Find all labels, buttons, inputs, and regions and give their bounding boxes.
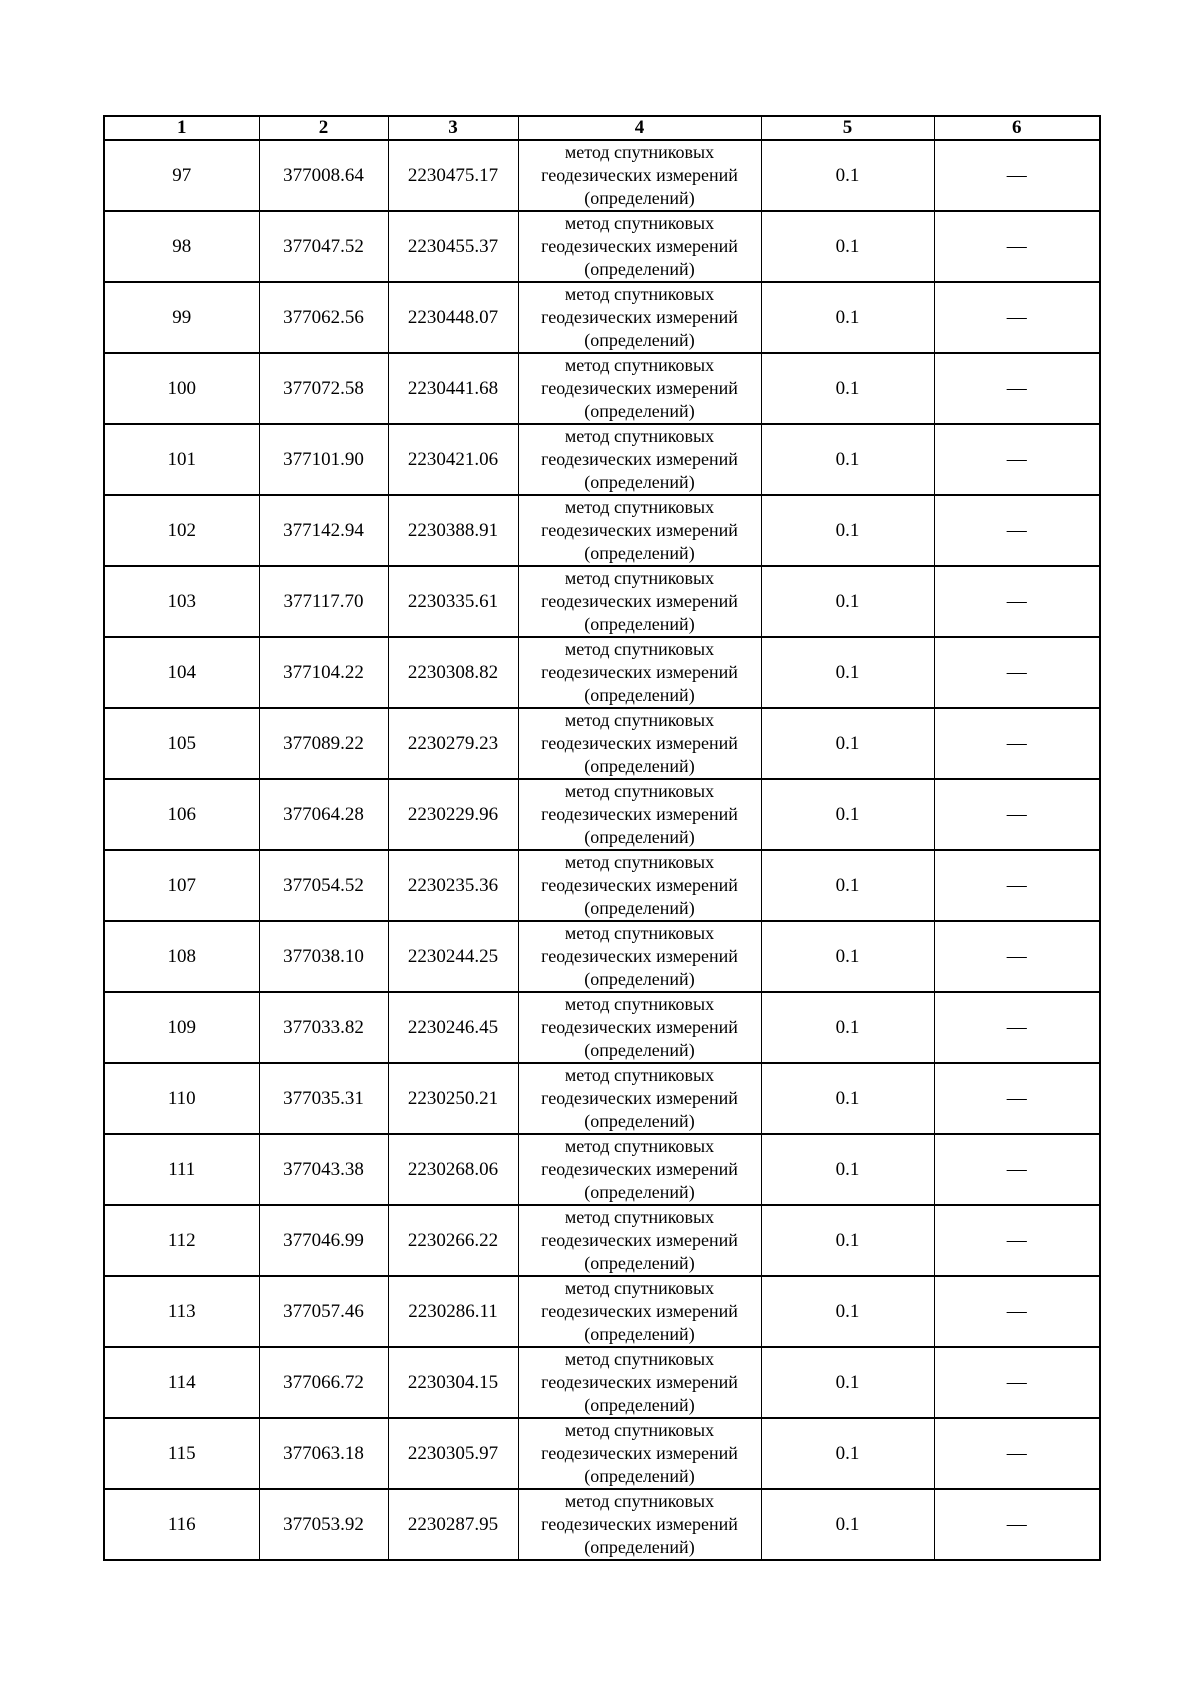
method-cell — [518, 1063, 761, 1134]
coordinate-y-cell: 2230229.96 — [388, 779, 518, 850]
accuracy-cell: 0.1 — [761, 566, 934, 637]
method-cell — [518, 495, 761, 566]
method-line: метод спутниковых — [564, 355, 715, 375]
point-number-cell: 105 — [104, 708, 259, 779]
note-cell — [934, 992, 1100, 1063]
accuracy-cell: 0.1 — [761, 1489, 934, 1560]
point-number-cell: 106 — [104, 779, 259, 850]
coordinate-y-cell: 2230268.06 — [388, 1134, 518, 1205]
method-line: метод спутниковых — [564, 710, 715, 730]
coordinate-y-cell: 2230305.97 — [388, 1418, 518, 1489]
method-line: (определений) — [584, 756, 695, 776]
coordinate-y-cell: 2230475.17 — [388, 140, 518, 211]
method-line: геодезических измерений — [541, 875, 738, 895]
method-cell — [518, 1347, 761, 1418]
method-line: геодезических измерений — [541, 1230, 738, 1250]
method-cell — [518, 282, 761, 353]
method-line: геодезических измерений — [541, 1514, 738, 1534]
point-number-cell: 97 — [104, 140, 259, 211]
method-line: геодезических измерений — [541, 1443, 738, 1463]
method-cell — [518, 1205, 761, 1276]
table-row — [104, 1205, 1100, 1276]
coordinate-y-cell: 2230448.07 — [388, 282, 518, 353]
coordinate-x-cell: 377035.31 — [259, 1063, 388, 1134]
method-line: геодезических измерений — [541, 804, 738, 824]
note-cell — [934, 211, 1100, 282]
method-cell — [518, 424, 761, 495]
coordinate-x-cell: 377066.72 — [259, 1347, 388, 1418]
coordinate-x-cell: 377089.22 — [259, 708, 388, 779]
method-line: (определений) — [584, 1466, 695, 1486]
table-row — [104, 1063, 1100, 1134]
accuracy-cell: 0.1 — [761, 779, 934, 850]
method-line: (определений) — [584, 1324, 695, 1344]
table-row — [104, 1418, 1100, 1489]
point-number-cell: 115 — [104, 1418, 259, 1489]
accuracy-cell: 0.1 — [761, 424, 934, 495]
table-row — [104, 495, 1100, 566]
coordinate-x-cell: 377053.92 — [259, 1489, 388, 1560]
method-cell — [518, 1489, 761, 1560]
point-number-cell: 103 — [104, 566, 259, 637]
note-cell — [934, 140, 1100, 211]
coordinate-y-cell: 2230235.36 — [388, 850, 518, 921]
coordinate-x-cell: 377033.82 — [259, 992, 388, 1063]
method-line: (определений) — [584, 614, 695, 634]
coordinate-x-cell: 377063.18 — [259, 1418, 388, 1489]
method-cell — [518, 1276, 761, 1347]
table-row — [104, 282, 1100, 353]
coordinate-y-cell: 2230421.06 — [388, 424, 518, 495]
table-row — [104, 211, 1100, 282]
method-cell — [518, 353, 761, 424]
coordinate-x-cell: 377101.90 — [259, 424, 388, 495]
table-body — [104, 140, 1100, 1560]
method-line: геодезических измерений — [541, 662, 738, 682]
point-number-cell: 111 — [104, 1134, 259, 1205]
coordinate-y-cell: 2230308.82 — [388, 637, 518, 708]
point-number-cell: 110 — [104, 1063, 259, 1134]
method-line: метод спутниковых — [564, 142, 715, 162]
dash-mark: — — [1006, 519, 1027, 541]
dash-mark: — — [1006, 235, 1027, 257]
accuracy-cell: 0.1 — [761, 637, 934, 708]
method-line: геодезических измерений — [541, 378, 738, 398]
table-row — [104, 779, 1100, 850]
coordinate-y-cell: 2230250.21 — [388, 1063, 518, 1134]
method-line: метод спутниковых — [564, 213, 715, 233]
dash-mark: — — [1006, 1229, 1027, 1251]
method-line: (определений) — [584, 188, 695, 208]
coordinate-x-cell: 377057.46 — [259, 1276, 388, 1347]
coordinate-y-cell: 2230304.15 — [388, 1347, 518, 1418]
header-col-6: 6 — [934, 116, 1100, 140]
method-line: (определений) — [584, 330, 695, 350]
note-cell — [934, 1205, 1100, 1276]
header-col-1: 1 — [104, 116, 259, 140]
point-number-cell: 101 — [104, 424, 259, 495]
dash-mark: — — [1006, 1087, 1027, 1109]
accuracy-cell: 0.1 — [761, 850, 934, 921]
table-row — [104, 1134, 1100, 1205]
method-line: геодезических измерений — [541, 591, 738, 611]
method-cell — [518, 211, 761, 282]
note-cell — [934, 637, 1100, 708]
coordinate-y-cell: 2230287.95 — [388, 1489, 518, 1560]
method-line: (определений) — [584, 472, 695, 492]
method-line: метод спутниковых — [564, 1420, 715, 1440]
coordinate-y-cell: 2230455.37 — [388, 211, 518, 282]
point-number-cell: 102 — [104, 495, 259, 566]
method-line: геодезических измерений — [541, 946, 738, 966]
coordinate-x-cell: 377117.70 — [259, 566, 388, 637]
coordinate-x-cell: 377142.94 — [259, 495, 388, 566]
method-cell — [518, 637, 761, 708]
method-line: метод спутниковых — [564, 923, 715, 943]
method-cell — [518, 850, 761, 921]
header-row — [104, 116, 1100, 140]
coordinate-y-cell: 2230279.23 — [388, 708, 518, 779]
note-cell — [934, 353, 1100, 424]
accuracy-cell: 0.1 — [761, 1418, 934, 1489]
method-line: метод спутниковых — [564, 1349, 715, 1369]
accuracy-cell: 0.1 — [761, 708, 934, 779]
point-number-cell: 99 — [104, 282, 259, 353]
note-cell — [934, 1276, 1100, 1347]
method-line: (определений) — [584, 543, 695, 563]
table-row — [104, 353, 1100, 424]
table-header — [104, 116, 1100, 140]
method-line: (определений) — [584, 1253, 695, 1273]
point-number-cell: 104 — [104, 637, 259, 708]
header-col-5: 5 — [761, 116, 934, 140]
point-number-cell: 98 — [104, 211, 259, 282]
method-line: (определений) — [584, 1040, 695, 1060]
accuracy-cell: 0.1 — [761, 495, 934, 566]
note-cell — [934, 1489, 1100, 1560]
accuracy-cell: 0.1 — [761, 140, 934, 211]
method-line: геодезических измерений — [541, 1017, 738, 1037]
note-cell — [934, 921, 1100, 992]
method-cell — [518, 992, 761, 1063]
coordinate-x-cell: 377046.99 — [259, 1205, 388, 1276]
table-row — [104, 637, 1100, 708]
header-col-3: 3 — [388, 116, 518, 140]
coordinate-x-cell: 377054.52 — [259, 850, 388, 921]
method-cell — [518, 566, 761, 637]
method-cell — [518, 1418, 761, 1489]
accuracy-cell: 0.1 — [761, 921, 934, 992]
coordinate-y-cell: 2230246.45 — [388, 992, 518, 1063]
accuracy-cell: 0.1 — [761, 1063, 934, 1134]
dash-mark: — — [1006, 1158, 1027, 1180]
coordinate-x-cell: 377064.28 — [259, 779, 388, 850]
table-row — [104, 708, 1100, 779]
method-line: (определений) — [584, 969, 695, 989]
accuracy-cell: 0.1 — [761, 1134, 934, 1205]
coordinate-y-cell: 2230441.68 — [388, 353, 518, 424]
coordinates-table — [103, 115, 1101, 1561]
table-row — [104, 566, 1100, 637]
coordinate-y-cell: 2230286.11 — [388, 1276, 518, 1347]
accuracy-cell: 0.1 — [761, 1205, 934, 1276]
coordinate-y-cell: 2230335.61 — [388, 566, 518, 637]
dash-mark: — — [1006, 1371, 1027, 1393]
method-cell — [518, 1134, 761, 1205]
method-line: метод спутниковых — [564, 994, 715, 1014]
method-line: (определений) — [584, 1395, 695, 1415]
dash-mark: — — [1006, 803, 1027, 825]
coordinate-y-cell: 2230244.25 — [388, 921, 518, 992]
method-line: (определений) — [584, 1111, 695, 1131]
header-col-4: 4 — [518, 116, 761, 140]
point-number-cell: 113 — [104, 1276, 259, 1347]
method-line: геодезических измерений — [541, 1301, 738, 1321]
table-row — [104, 850, 1100, 921]
method-line: (определений) — [584, 827, 695, 847]
note-cell — [934, 495, 1100, 566]
note-cell — [934, 282, 1100, 353]
method-line: (определений) — [584, 401, 695, 421]
dash-mark: — — [1006, 164, 1027, 186]
coordinate-y-cell: 2230388.91 — [388, 495, 518, 566]
dash-mark: — — [1006, 306, 1027, 328]
method-line: геодезических измерений — [541, 449, 738, 469]
point-number-cell: 112 — [104, 1205, 259, 1276]
dash-mark: — — [1006, 448, 1027, 470]
note-cell — [934, 1347, 1100, 1418]
method-cell — [518, 708, 761, 779]
point-number-cell: 116 — [104, 1489, 259, 1560]
header-col-2: 2 — [259, 116, 388, 140]
note-cell — [934, 779, 1100, 850]
accuracy-cell: 0.1 — [761, 353, 934, 424]
table-row — [104, 140, 1100, 211]
method-line: (определений) — [584, 898, 695, 918]
method-line: метод спутниковых — [564, 1136, 715, 1156]
dash-mark: — — [1006, 1016, 1027, 1038]
method-cell — [518, 921, 761, 992]
method-line: геодезических измерений — [541, 1372, 738, 1392]
method-line: геодезических измерений — [541, 1159, 738, 1179]
method-line: (определений) — [584, 259, 695, 279]
note-cell — [934, 1063, 1100, 1134]
method-line: (определений) — [584, 1182, 695, 1202]
point-number-cell: 100 — [104, 353, 259, 424]
method-line: метод спутниковых — [564, 781, 715, 801]
coordinate-x-cell: 377038.10 — [259, 921, 388, 992]
coordinate-x-cell: 377008.64 — [259, 140, 388, 211]
coordinate-x-cell: 377072.58 — [259, 353, 388, 424]
point-number-cell: 108 — [104, 921, 259, 992]
dash-mark: — — [1006, 661, 1027, 683]
table-row — [104, 1489, 1100, 1560]
coordinate-x-cell: 377062.56 — [259, 282, 388, 353]
method-line: метод спутниковых — [564, 1278, 715, 1298]
method-line: метод спутниковых — [564, 1207, 715, 1227]
dash-mark: — — [1006, 732, 1027, 754]
method-line: геодезических измерений — [541, 733, 738, 753]
method-line: геодезических измерений — [541, 165, 738, 185]
accuracy-cell: 0.1 — [761, 992, 934, 1063]
method-line: геодезических измерений — [541, 236, 738, 256]
method-line: метод спутниковых — [564, 497, 715, 517]
accuracy-cell: 0.1 — [761, 1347, 934, 1418]
table-row — [104, 424, 1100, 495]
dash-mark: — — [1006, 1300, 1027, 1322]
dash-mark: — — [1006, 945, 1027, 967]
note-cell — [934, 424, 1100, 495]
method-line: метод спутниковых — [564, 639, 715, 659]
method-line: метод спутниковых — [564, 284, 715, 304]
method-line: метод спутниковых — [564, 568, 715, 588]
note-cell — [934, 1418, 1100, 1489]
method-line: метод спутниковых — [564, 1491, 715, 1511]
point-number-cell: 107 — [104, 850, 259, 921]
point-number-cell: 114 — [104, 1347, 259, 1418]
dash-mark: — — [1006, 590, 1027, 612]
method-line: метод спутниковых — [564, 426, 715, 446]
method-line: геодезических измерений — [541, 1088, 738, 1108]
accuracy-cell: 0.1 — [761, 282, 934, 353]
table-row — [104, 921, 1100, 992]
note-cell — [934, 850, 1100, 921]
accuracy-cell: 0.1 — [761, 211, 934, 282]
method-line: (определений) — [584, 685, 695, 705]
table-row — [104, 992, 1100, 1063]
dash-mark: — — [1006, 874, 1027, 896]
method-line: геодезических измерений — [541, 307, 738, 327]
note-cell — [934, 708, 1100, 779]
dash-mark: — — [1006, 377, 1027, 399]
method-cell — [518, 140, 761, 211]
note-cell — [934, 566, 1100, 637]
table-row — [104, 1347, 1100, 1418]
method-line: геодезических измерений — [541, 520, 738, 540]
dash-mark: — — [1006, 1513, 1027, 1535]
note-cell — [934, 1134, 1100, 1205]
method-cell — [518, 779, 761, 850]
method-line: (определений) — [584, 1537, 695, 1557]
coordinate-x-cell: 377043.38 — [259, 1134, 388, 1205]
table-row — [104, 1276, 1100, 1347]
coordinate-y-cell: 2230266.22 — [388, 1205, 518, 1276]
accuracy-cell: 0.1 — [761, 1276, 934, 1347]
dash-mark: — — [1006, 1442, 1027, 1464]
coordinate-x-cell: 377047.52 — [259, 211, 388, 282]
coordinate-x-cell: 377104.22 — [259, 637, 388, 708]
method-line: метод спутниковых — [564, 1065, 715, 1085]
method-line: метод спутниковых — [564, 852, 715, 872]
point-number-cell: 109 — [104, 992, 259, 1063]
